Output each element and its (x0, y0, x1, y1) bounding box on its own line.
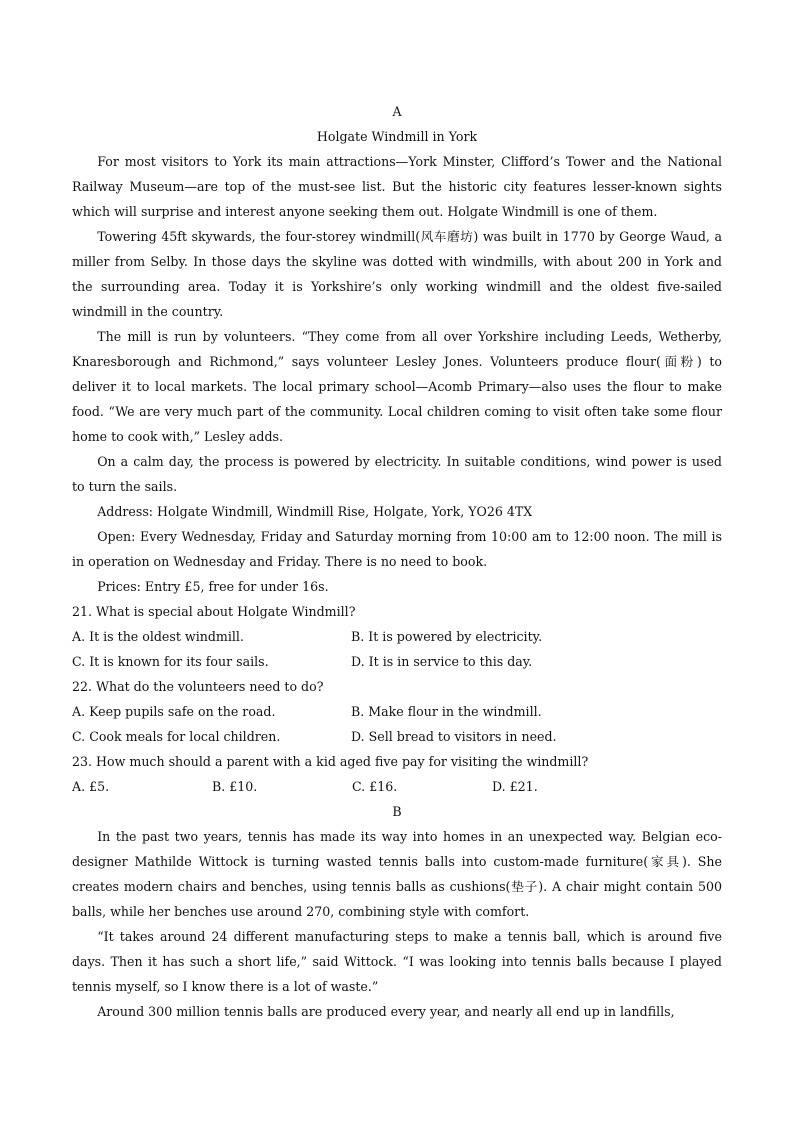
question-22-options-row-2 (72, 724, 722, 749)
question-21-options-row-1 (72, 624, 722, 649)
section-a-letter: A (392, 104, 402, 119)
question-22-options-row-1 (72, 699, 722, 724)
prices-line: Prices: Entry £5, free for under 16s. (97, 579, 329, 594)
question-21-options-row-2 (72, 649, 722, 674)
section-b-letter: B (392, 804, 402, 819)
question-23-option-d: D. £21. (492, 779, 538, 794)
question-23-options-row (72, 774, 722, 799)
question-23-stem: 23. How much should a parent with a kid aged five pay for visiting the windmill? (72, 754, 589, 769)
question-22-option-d: D. Sell bread to visitors in need. (351, 729, 557, 744)
question-22-option-b: B. Make flour in the windmill. (351, 704, 542, 719)
section-a-paragraph-1: For most visitors to York its main attractions—York Minster, Clifford’s Tower and the National Railway Museum—are top of the must-see list. But the historic city features lesser-known sights which will surprise and interest anyone seeking them out. Holgate Windmill is one of them. (72, 154, 722, 219)
question-22-stem: 22. What do the volunteers need to do? (72, 679, 324, 694)
section-b-paragraph-2: “It takes around 24 different manufacturing steps to make a tennis ball, which is around five days. Then it has such a short life,” said Wittock. “I was looking into tennis balls because I played tennis myself, so I know there is a lot of waste.” (72, 929, 722, 994)
question-23-option-c: C. £16. (352, 779, 398, 794)
question-22-option-a: A. Keep pupils safe on the road. (72, 704, 276, 719)
section-a-paragraph-3: The mill is run by volunteers. “They come from all over Yorkshire including Leeds, Wetherby, Knaresborough and Richmond,” says volunteer Lesley Jones. Volunteers produce flour(面粉) to deliver it to local markets. The local primary school—Acomb Primary—also uses the flour to make food. “We are very much part of the community. Local children coming to visit often take some flour home to cook with,” Lesley adds. (72, 329, 722, 444)
section-a-paragraph-4: On a calm day, the process is powered by electricity. In suitable conditions, wind power is used to turn the sails. (72, 454, 722, 494)
question-21-option-d: D. It is in service to this day. (351, 654, 533, 669)
section-a-title: Holgate Windmill in York (316, 129, 478, 144)
question-21-stem: 21. What is special about Holgate Windmill? (72, 604, 356, 619)
address-line: Address: Holgate Windmill, Windmill Rise, Holgate, York, YO26 4TX (97, 504, 533, 519)
question-23-option-b: B. £10. (212, 779, 258, 794)
section-a-paragraph-2: Towering 45ft skywards, the four-storey windmill(风车磨坊) was built in 1770 by George Waud, a miller from Selby. In those days the skyline was dotted with windmills, with about 200 in York and the surrounding area. Today it is Yorkshire’s only working windmill and the oldest five-sailed windmill in the country. (72, 229, 722, 319)
question-23-option-a: A. £5. (72, 779, 110, 794)
question-22-option-c: C. Cook meals for local children. (72, 729, 281, 744)
section-b-paragraph-3: Around 300 million tennis balls are produced every year, and nearly all end up in landfills, (97, 1004, 675, 1019)
section-b-paragraph-1: In the past two years, tennis has made its way into homes in an unexpected way. Belgian eco-designer Mathilde Wittock is turning wasted tennis balls into custom-made furniture(家具). She creates modern chairs and benches, using tennis balls as cushions(垫子). A chair might contain 500 balls, while her benches use around 270, combining style with comfort. (72, 829, 722, 919)
exam-page (72, 99, 722, 1024)
question-21-option-c: C. It is known for its four sails. (72, 654, 269, 669)
question-21-option-a: A. It is the oldest windmill. (72, 629, 244, 644)
question-21-option-b: B. It is powered by electricity. (351, 629, 543, 644)
opening-hours: Open: Every Wednesday, Friday and Saturday morning from 10:00 am to 12:00 noon. The mill is in operation on Wednesday and Friday. There is no need to book. (72, 529, 722, 569)
